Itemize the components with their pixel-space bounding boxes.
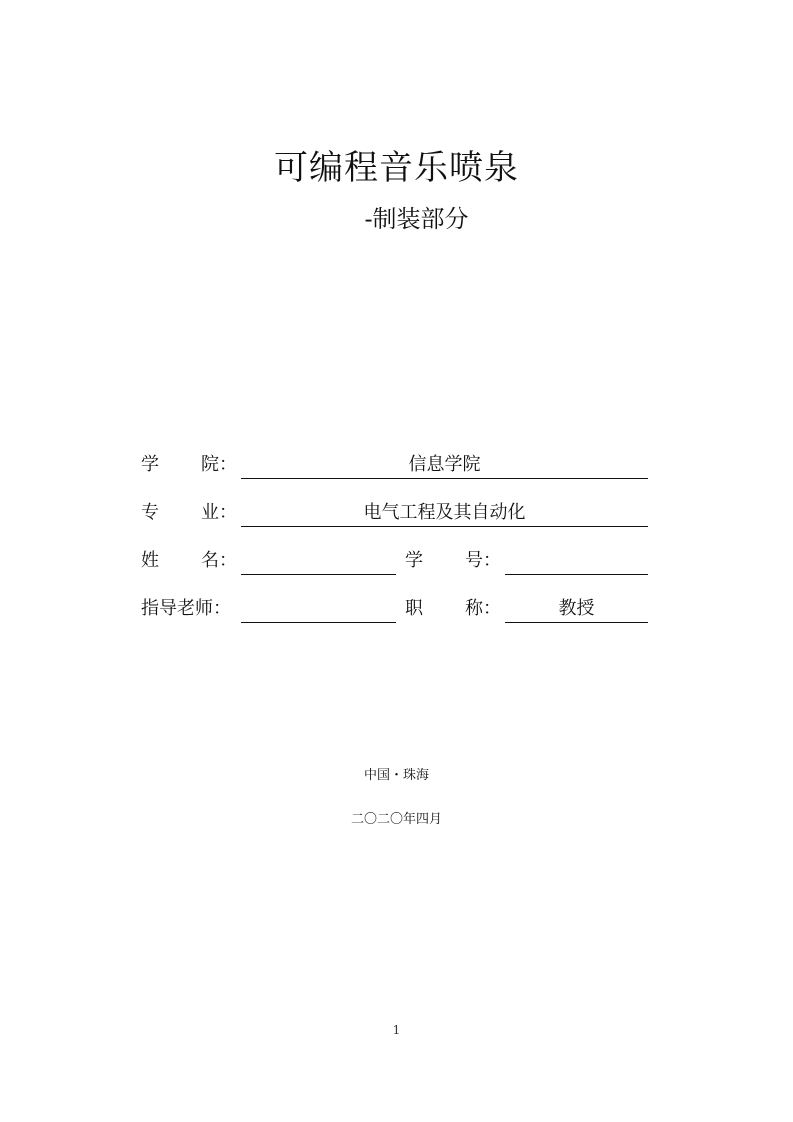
advisor-label: 指导老师：: [141, 598, 231, 619]
major-label-char-1: 专: [141, 502, 159, 523]
date-line: 二〇二〇年四月: [350, 812, 442, 827]
major-field: 电气工程及其自动化: [241, 498, 648, 527]
student-id-field: [505, 546, 648, 575]
page-number: 1: [392, 1023, 401, 1037]
location-line: 中国・珠海: [363, 768, 429, 783]
title-rank-label-char-2: 称：: [465, 598, 501, 619]
student-id-label-char-1: 学: [405, 550, 423, 571]
college-row: [141, 450, 651, 480]
college-field: 信息学院: [241, 450, 648, 479]
document-title: 可编程音乐喷泉: [274, 148, 519, 188]
college-label-char-2: 院：: [201, 454, 237, 475]
advisor-field: [241, 594, 396, 623]
name-field: [241, 546, 396, 575]
name-id-row: [141, 546, 651, 576]
college-label-char-1: 学: [141, 454, 159, 475]
title-rank-label-char-1: 职: [405, 598, 423, 619]
major-row: [141, 498, 651, 528]
major-label-char-2: 业：: [201, 502, 237, 523]
name-label-char-2: 名：: [201, 550, 237, 571]
student-id-label-char-2: 号：: [465, 550, 501, 571]
name-label-char-1: 姓: [141, 550, 159, 571]
title-rank-field: 教授: [505, 594, 648, 623]
document-subtitle: -制装部分: [364, 205, 469, 233]
advisor-title-row: [141, 594, 651, 624]
